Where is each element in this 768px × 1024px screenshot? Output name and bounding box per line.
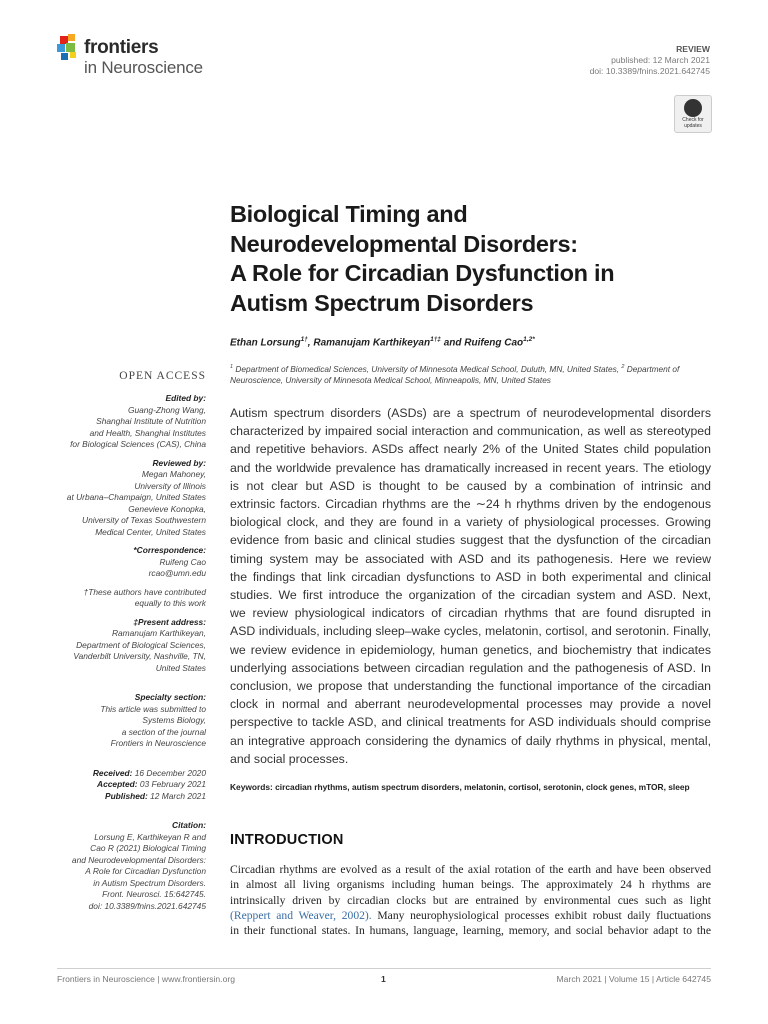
- abstract-line: and the worldwide prevalence has dramatically increased in recent years. The etiology: [230, 460, 711, 475]
- sidebar-line: Guang-Zhong Wang,: [127, 404, 206, 415]
- specialty-section-label: Specialty section:: [134, 692, 206, 702]
- abstract-line: characterized by impaired social interaction and communication, as well as stereotyped: [230, 424, 711, 439]
- abstract-line: ASD individuals, including sleep–wake cycles, melatonin, cortisol, and serotonin. Finally,: [230, 624, 711, 639]
- sidebar-line: Cao R (2021) Biological Timing: [90, 843, 206, 853]
- abstract-line: conclusion, we propose that understanding the functional importance of the circadian: [230, 679, 711, 694]
- author-list: Ethan Lorsung$^{1\dagger}$, Ramanujam Karthikeyan$^{1\dagger\ddagger}$ and Ruifeng Cao$^{1,2*}$: [230, 336, 535, 349]
- abstract-line: Autism spectrum disorders (ASDs) are a spectrum of neurodevelopmental disorders: [230, 406, 711, 420]
- published-date: published: 12 March 2021: [611, 55, 710, 65]
- section-heading-introduction: INTRODUCTION: [230, 832, 344, 848]
- title-line: Biological Timing and: [230, 201, 468, 227]
- author-name[interactable]: Ethan Lorsung: [230, 337, 301, 349]
- sidebar-line: Department of Biological Sciences,: [76, 639, 206, 650]
- check-updates-icon: [684, 99, 702, 117]
- abstract-line: underlying associations between circadian regulation and the pathogenesis of ASD. In: [230, 660, 711, 675]
- author-sup: 1†: [300, 336, 308, 343]
- sidebar-line: This article was submitted to: [100, 703, 206, 714]
- open-access-label: OPEN ACCESS: [119, 370, 206, 382]
- sidebar-line: at Urbana–Champaign, United States: [66, 492, 206, 502]
- citation-link[interactable]: (Reppert and Weaver, 2002).: [230, 908, 372, 922]
- journal-name: in Neuroscience: [84, 58, 203, 77]
- sidebar-line: †These authors have contributed: [83, 586, 206, 597]
- author-name[interactable]: Ramanujam Karthikeyan: [313, 337, 431, 349]
- sidebar-line: Ruifeng Cao: [159, 556, 206, 567]
- edited-by-label: Edited by:: [165, 393, 206, 403]
- body-line: Circadian rhythms are evolved as a result of the axial rotation of the earth and have been observed: [230, 863, 711, 876]
- article-sidebar: [40, 393, 206, 912]
- body-line: [230, 908, 711, 923]
- sidebar-line: in Autism Spectrum Disorders.: [93, 877, 206, 888]
- abstract: [230, 404, 711, 768]
- abstract-line: studies. We first introduce the organization of the circadian system and ASD. Next,: [230, 588, 711, 603]
- sidebar-line: and Health, Shanghai Institutes: [89, 427, 206, 438]
- keywords: Keywords: circadian rhythms, autism spectrum disorders, melatonin, cortisol, serotonin, clock genes, mTOR, sleep: [230, 782, 690, 792]
- sidebar-line: Medical Center, United States: [95, 526, 206, 537]
- citation-doi[interactable]: doi: 10.3389/fnins.2021.642745: [88, 900, 206, 911]
- accepted-date: [40, 779, 206, 791]
- abstract-line: and social processes.: [230, 751, 349, 766]
- affiliation-2: Department of Neuroscience, University of Minnesota Medical School, Minneapolis, MN, United States: [230, 363, 680, 386]
- present-address-label: ‡Present address:: [133, 616, 206, 627]
- accepted-label: Accepted:: [97, 779, 138, 789]
- sidebar-line: a section of the journal: [121, 726, 206, 737]
- citation-label: Citation:: [172, 820, 206, 830]
- frontiers-logo-icon: [57, 34, 81, 62]
- title-line: Autism Spectrum Disorders: [230, 289, 534, 316]
- affiliation-1: Department of Biomedical Sciences, University of Minnesota Medical School, Duluth, MN, United States,: [235, 363, 620, 374]
- sidebar-line: for Biological Sciences (CAS), China: [70, 439, 206, 449]
- footer-journal-link[interactable]: Frontiers in Neuroscience | www.frontiersin.org: [57, 974, 235, 984]
- sidebar-line: University of Texas Southwestern: [82, 515, 206, 525]
- sidebar-line: Genevieve Konopka,: [128, 503, 206, 514]
- body-line: in their functional states. In humans, language, learning, memory, and social behavior adapt to the: [230, 924, 711, 938]
- published-value: 12 March 2021: [150, 790, 206, 801]
- body-line: intrinsically driven by circadian clocks but are entrained by environmental cues such as light: [230, 893, 711, 907]
- sidebar-line: and Neurodevelopmental Disorders:: [71, 854, 206, 865]
- doi-link[interactable]: doi: 10.3389/fnins.2021.642745: [589, 66, 710, 76]
- abstract-line: we review evidence in epidemiology, human genetics, and biochemistry that indicates: [230, 642, 711, 657]
- sidebar-line: United States: [155, 662, 206, 673]
- body-line-text: Many neurophysiological processes exhibit robust daily fluctuations: [371, 908, 711, 922]
- author-sup: 1,2*: [523, 336, 535, 343]
- correspondence-label: *Correspondence:: [133, 545, 206, 555]
- title-line: Neurodevelopmental Disorders:: [230, 230, 578, 257]
- affil-sup: 1: [230, 364, 234, 370]
- received-label: Received:: [92, 767, 133, 778]
- published-label: Published:: [104, 790, 148, 801]
- journal-logo[interactable]: [57, 34, 227, 84]
- sidebar-line: Shanghai Institute of Nutrition: [96, 416, 206, 426]
- footer-issue-info: March 2021 | Volume 15 | Article 642745: [556, 974, 711, 984]
- sidebar-line: Vanderbilt University, Nashville, TN,: [73, 651, 206, 661]
- sidebar-line: University of Illinois: [134, 480, 206, 491]
- sidebar-line: Megan Mahoney,: [141, 469, 206, 479]
- abstract-line: we review physiological indicators of circadian rhythms that are found disrupted in: [230, 606, 711, 621]
- page-number: 1: [381, 974, 386, 984]
- abstract-line: timing system may be associated with ASD and its pathogenesis. Here we review: [230, 551, 711, 566]
- author-name[interactable]: Ruifeng Cao: [464, 337, 524, 349]
- article-title: [230, 200, 730, 318]
- received-date: [40, 768, 206, 780]
- abstract-line: perspective to tackle ASD, and clinical treatments for ASD individuals should comprise: [230, 715, 711, 730]
- check-for-updates-badge[interactable]: [674, 95, 712, 133]
- accepted-value: 03 February 2021: [139, 779, 206, 789]
- article-type: REVIEW: [676, 44, 710, 54]
- published-date-sidebar: [40, 791, 206, 803]
- article-meta: [590, 44, 710, 77]
- abstract-line: the findings that link circadian dysfunctions to ASD in both experimental and clinical: [230, 569, 711, 584]
- correspondence-email[interactable]: rcao@umn.edu: [148, 568, 206, 578]
- abstract-line: evidence from basic and clinical studies suggest that the dysfunction of the circadian: [230, 533, 711, 548]
- sidebar-line: A Role for Circadian Dysfunction: [85, 866, 206, 876]
- check-updates-label: Check for updates: [682, 117, 704, 129]
- affil-sup: 2: [621, 364, 625, 370]
- sidebar-line: Lorsung E, Karthikeyan R and: [94, 831, 206, 842]
- sidebar-line: Frontiers in Neuroscience: [110, 738, 206, 748]
- footer-divider: [57, 968, 711, 969]
- affiliations: [230, 362, 718, 387]
- introduction-body: [230, 862, 711, 938]
- brand-name: frontiers: [84, 37, 159, 58]
- abstract-line: is not clear but ASD is thought to be caused by a combination of intrinsic and: [230, 478, 711, 493]
- abstract-line: extrinsic factors. Circadian rhythms are the ∼24 h rhythms driven by the endogenous: [230, 497, 711, 512]
- sidebar-line: Ramanujam Karthikeyan,: [111, 628, 206, 638]
- abstract-line: and repetitive behaviors. ASDs affect nearly 2% of the United States child population: [230, 442, 711, 457]
- author-sup: 1†‡: [430, 336, 441, 343]
- body-line: in almost all living organisms including human beings. The approximately 24 h rhythms are: [230, 878, 711, 892]
- received-value: 16 December 2020: [134, 767, 206, 778]
- sidebar-line: Front. Neurosci. 15:642745.: [102, 889, 206, 899]
- sidebar-line: Systems Biology,: [142, 715, 206, 725]
- reviewed-by-label: Reviewed by:: [152, 457, 206, 468]
- abstract-line: clock in normal and aberrant neurodevelopmental processes may provide a novel: [230, 697, 711, 712]
- abstract-line: biological clock, and they are found in a variety of physiological processes. Growing: [230, 515, 711, 530]
- sidebar-line: equally to this work: [134, 598, 206, 608]
- title-line: A Role for Circadian Dysfunction in: [230, 260, 615, 286]
- abstract-line: an integrative approach considering the dynamics of daily rhythms in physical, mental,: [230, 733, 711, 748]
